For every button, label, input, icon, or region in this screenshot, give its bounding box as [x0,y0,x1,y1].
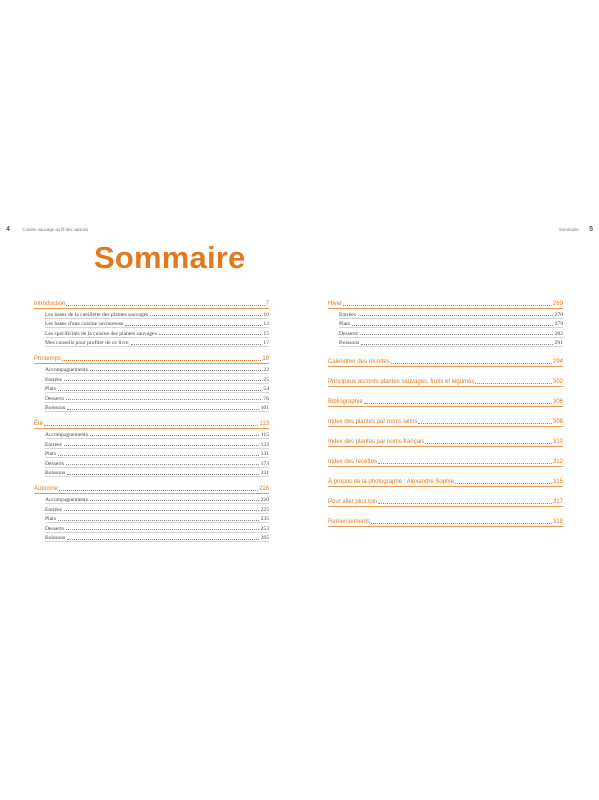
leader-dots [58,455,259,456]
toc-entry-title: Accompagnements [45,431,88,438]
leader-dots [425,443,552,444]
leader-dots [66,399,261,400]
toc-entry-title: Entrées [45,441,62,448]
toc-section-heading[interactable] [34,418,269,429]
leader-dots [90,435,259,436]
toc-entry-page: 220 [260,496,269,503]
leader-dots [66,305,264,306]
toc-section-page: 113 [259,421,269,428]
toc-section-heading[interactable] [328,356,563,367]
toc-section-title: Hiver [328,301,343,307]
toc-section-page: 269 [552,301,563,307]
toc-entry[interactable] [45,494,269,504]
toc-section [328,298,563,347]
toc-section [328,476,563,487]
toc-section-title: Automne [34,486,59,493]
toc-section-title: Index des plantes par noms français [328,439,425,446]
toc-entry-page: 270 [554,311,563,318]
toc-section-page: 315 [552,479,563,486]
toc-section [328,416,563,427]
toc-section-heading[interactable] [34,298,269,309]
toc-entry-title: Accompagnements [45,496,88,503]
toc-entry-title: Entrées [45,376,62,383]
toc-entry-title: Plats [45,516,56,523]
toc-section-heading[interactable] [328,456,563,467]
toc-section-page: 310 [552,439,563,446]
toc-section [328,356,563,367]
toc-entry-title: Plats [45,386,56,393]
leader-dots [150,315,261,316]
toc-entry[interactable] [45,429,269,439]
toc-section-page: 216 [258,486,269,493]
leader-dots [64,510,259,511]
toc-section-title: Pour aller plus loin [328,499,378,506]
toc-entry[interactable] [45,504,269,514]
toc-entry[interactable] [339,328,563,338]
toc-entry-page: 76 [263,395,269,402]
leader-dots [159,334,262,335]
toc-entry-page: 17 [263,340,269,347]
toc-entry-title: Entrées [339,311,356,318]
toc-section-title: Calendrier des récoltes [328,359,390,366]
leader-dots [125,325,261,326]
toc-entry-title: Plats [45,451,56,458]
toc-entry-title: Les bases d'une cuisine savoureuse [45,321,124,328]
toc-entry-page: 15 [263,330,269,337]
toc-section-heading[interactable] [328,376,563,387]
toc-entry[interactable] [45,309,269,319]
left-page-number: 4 [6,226,10,233]
leader-dots [455,483,552,484]
toc-section-heading[interactable] [328,436,563,447]
toc-entry[interactable] [45,533,269,543]
toc-entry-page: 265 [260,535,269,542]
toc-entry-page: 173 [260,460,269,467]
toc-section-heading[interactable] [328,476,563,487]
toc-entry-title: Les bases de la cueillette des plantes sauvages [45,311,149,318]
toc-entry-page: 211 [260,470,269,477]
toc-entry-title: Desserts [45,525,64,532]
leader-dots [62,360,261,361]
toc-entry-page: 279 [554,321,563,328]
toc-entry[interactable] [339,309,563,319]
toc-left-column [34,298,269,548]
right-running-title: Sommaire [559,227,579,232]
toc-entry[interactable] [45,449,269,459]
leader-dots [90,500,259,501]
toc-section-heading[interactable] [328,416,563,427]
leader-dots [67,409,258,410]
toc-entry[interactable] [339,319,563,329]
toc-section-title: Introduction [34,301,66,307]
toc-entry[interactable] [45,523,269,533]
toc-entry-page: 122 [260,441,269,448]
leader-dots [358,315,553,316]
toc-section-page: 317 [552,499,563,506]
leader-dots [371,523,552,524]
toc-entry[interactable] [45,374,269,384]
toc-right-column [328,298,563,527]
leader-dots [378,463,552,464]
toc-entry-page: 10 [263,311,269,318]
toc-entry-page: 253 [260,525,269,532]
toc-section-title: Principaux accords plantes sauvages, fruits et légumes [328,379,475,386]
toc-entry[interactable] [45,458,269,468]
toc-section-heading[interactable] [34,353,269,364]
leader-dots [64,380,262,381]
toc-entry-title: Plats [339,321,350,328]
toc-entry[interactable] [339,338,563,348]
toc-entry-title: Boissons [45,405,66,412]
toc-entry-page: 54 [263,386,269,393]
leader-dots [58,520,259,521]
toc-section-page: 318 [552,519,563,526]
toc-section-page: 306 [552,399,563,406]
toc-entry-page: 115 [260,431,269,438]
toc-section-title: Bibliographie [328,399,363,406]
toc-section-page: 302 [552,379,563,386]
toc-entry-page: 141 [260,451,269,458]
toc-section-heading[interactable] [328,396,563,407]
toc-entry[interactable] [45,364,269,374]
toc-section-title: Index des recettes [328,459,378,466]
toc-section [34,298,269,347]
leader-dots [67,474,259,475]
toc-entry-title: Boissons [45,470,66,477]
toc-section-page: 308 [552,419,563,426]
toc-entry-page: 12 [263,321,269,328]
toc-entry[interactable] [45,328,269,338]
toc-entry-page: 235 [260,516,269,523]
toc-entry-title: Mes conseils pour profiter de ce livre [45,340,129,347]
toc-section [34,418,269,477]
toc-entry[interactable] [45,393,269,403]
leader-dots [44,425,258,426]
toc-entry[interactable] [45,338,269,348]
toc-entry-page: 101 [260,405,269,412]
leader-dots [58,390,262,391]
toc-section [34,353,269,412]
toc-section-page: 7 [265,301,269,307]
toc-entry-title: Boissons [45,535,66,542]
toc-section-title: Index des plantes par noms latins [328,419,418,426]
leader-dots [475,383,552,384]
toc-section [328,396,563,407]
leader-dots [67,539,258,540]
toc-section [328,376,563,387]
toc-section-page: 294 [552,359,563,366]
leader-dots [90,370,262,371]
toc-entry-title: Accompagnements [45,366,88,373]
toc-section-title: Remerciements [328,519,371,526]
right-page-number: 5 [589,226,593,233]
toc-entry-page: 225 [260,506,269,513]
toc-entry-title: Desserts [45,460,64,467]
leader-dots [66,464,259,465]
toc-section-heading[interactable] [328,516,563,527]
toc-section-title: À propos de la photographe : Alexandre Sophie [328,479,455,486]
leader-dots [418,423,552,424]
toc-entry[interactable] [45,439,269,449]
toc-entry-page: 282 [554,330,563,337]
toc-entry-title: Desserts [45,395,64,402]
right-page-header [559,218,593,236]
toc-entry-title: Desserts [339,330,358,337]
leader-dots [364,403,552,404]
left-running-title: Cuisine sauvage au fil des saisons [22,227,89,232]
leader-dots [59,490,258,491]
toc-section-title: Printemps [34,356,62,363]
toc-entry[interactable] [45,384,269,394]
toc-entry-title: Les spécificités de la cuisine des plantes sauvages [45,330,157,337]
toc-section-heading[interactable] [34,483,269,494]
leader-dots [352,325,553,326]
leader-dots [66,529,259,530]
toc-section-heading[interactable] [328,298,563,309]
toc-entry-page: 22 [263,366,269,373]
left-page-header [6,218,88,236]
leader-dots [391,363,552,364]
toc-section-page: 312 [552,459,563,466]
toc-section-title: Été [34,421,44,428]
toc-entry[interactable] [45,319,269,329]
leader-dots [131,344,262,345]
toc-section-heading[interactable] [328,496,563,507]
toc-section [34,483,269,542]
toc-entry[interactable] [45,468,269,478]
toc-section [328,456,563,467]
leader-dots [378,503,552,504]
toc-entry[interactable] [45,514,269,524]
leader-dots [343,305,552,306]
toc-section [328,516,563,527]
toc-entry-title: Boissons [339,340,360,347]
toc-entry-page: 291 [554,340,563,347]
leader-dots [360,334,553,335]
toc-section [328,496,563,507]
leader-dots [64,445,259,446]
toc-section [328,436,563,447]
toc-section-page: 19 [262,356,269,363]
page-title: Sommaire [94,240,246,275]
toc-entry[interactable] [45,403,269,413]
toc-entry-page: 25 [263,376,269,383]
leader-dots [361,344,552,345]
toc-entry-title: Entrées [45,506,62,513]
